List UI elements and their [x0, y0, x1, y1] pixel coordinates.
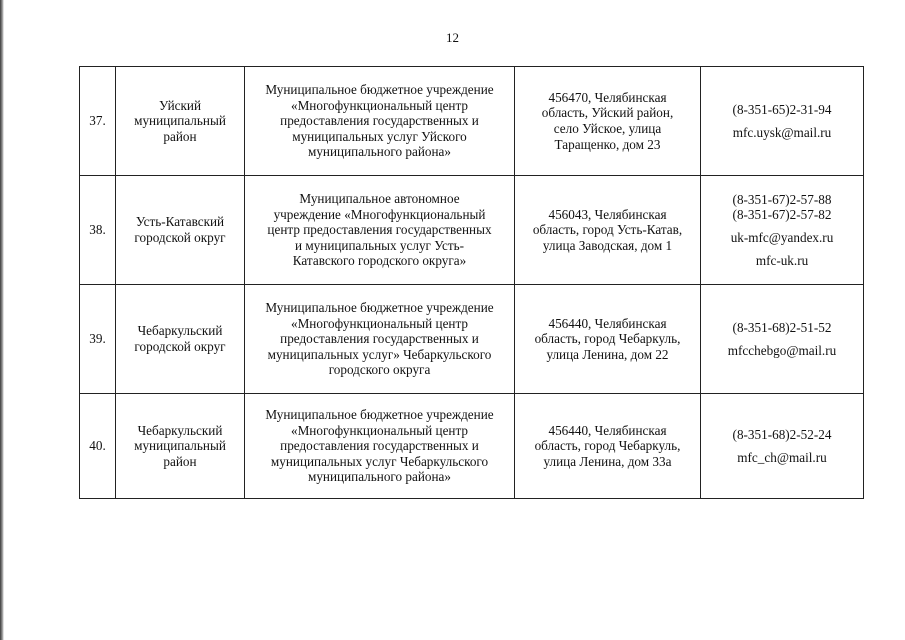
- contacts-cell: [701, 176, 864, 285]
- municipality-line: Чебаркульский: [137, 422, 223, 438]
- address-cell: [515, 285, 701, 394]
- institution-line: муниципального района»: [307, 144, 451, 160]
- page-number: 12: [446, 30, 459, 45]
- table-row: [80, 394, 864, 499]
- address-line: Таращенко, дом 23: [554, 136, 661, 152]
- institution-cell: [245, 176, 515, 285]
- row-number: 40.: [80, 394, 116, 499]
- municipality-line: район: [163, 128, 197, 144]
- address-line: улица Ленина, дом 33а: [543, 453, 672, 469]
- phone-number: (8-351-68)2-51-52: [732, 319, 832, 335]
- institution-line: «Многофункциональный центр: [290, 315, 468, 331]
- municipality-cell: [116, 394, 245, 499]
- institution-line: предоставления государственных и: [280, 331, 479, 347]
- address-line: область, город Чебаркуль,: [534, 331, 681, 347]
- phone-number: (8-351-65)2-31-94: [732, 101, 832, 117]
- municipality-line: городской округ: [134, 339, 226, 354]
- institution-line: Муниципальное бюджетное учреждение: [265, 300, 494, 316]
- municipality-line: район: [163, 453, 197, 469]
- institution-line: «Многофункциональный центр: [290, 97, 468, 113]
- institution-line: предоставления государственных и: [280, 113, 479, 129]
- email-link[interactable]: uk-mfc@yandex.ru: [730, 230, 834, 245]
- table-row: [80, 285, 864, 394]
- table-row: [80, 176, 864, 285]
- municipality-cell: [116, 176, 245, 285]
- institution-line: Муниципальное бюджетное учреждение: [265, 82, 494, 98]
- address-cell: [515, 394, 701, 499]
- municipality-line: Уйский: [158, 97, 202, 113]
- municipality-line: муниципальный: [134, 438, 226, 454]
- phone-number: (8-351-68)2-52-24: [732, 426, 832, 442]
- email-link[interactable]: mfcchebgo@mail.ru: [727, 342, 837, 358]
- institution-cell: [245, 285, 515, 394]
- institution-line: предоставления государственных и: [280, 438, 479, 454]
- email-link[interactable]: mfc_ch@mail.ru: [737, 449, 827, 465]
- address-line: 456043, Челябинская: [548, 206, 667, 222]
- municipality-line: муниципальный: [134, 113, 226, 129]
- institution-line: Катавского городского округа»: [292, 253, 467, 269]
- municipality-line: городской округ: [134, 230, 226, 245]
- institution-line: муниципальных услуг Чебаркульского: [270, 453, 489, 469]
- municipality-line: Усть-Катавский: [135, 214, 225, 230]
- scan-left-edge: [0, 0, 4, 640]
- institution-line: «Многофункциональный центр: [290, 422, 468, 438]
- contacts-cell: [701, 67, 864, 176]
- institution-line: муниципального района»: [307, 469, 451, 485]
- address-cell: [515, 176, 701, 285]
- row-number: 38.: [80, 176, 116, 285]
- phone-number: (8-351-67)2-57-88: [732, 191, 832, 207]
- municipality-cell: [116, 67, 245, 176]
- table-body: [80, 67, 864, 499]
- mfc-table: [79, 66, 864, 499]
- address-line: 456470, Челябинская: [548, 89, 667, 105]
- address-line: область, город Усть-Катав,: [532, 222, 683, 238]
- website-link[interactable]: mfc-uk.ru: [755, 252, 809, 268]
- address-line: село Уйское, улица: [553, 121, 662, 136]
- row-number: 39.: [80, 285, 116, 394]
- institution-line: городского округа: [328, 362, 431, 378]
- institution-cell: [245, 67, 515, 176]
- contacts-cell: [701, 394, 864, 499]
- address-cell: [515, 67, 701, 176]
- address-line: 456440, Челябинская: [548, 315, 667, 331]
- address-line: улица Ленина, дом 22: [546, 346, 669, 362]
- address-line: область, Уйский район,: [541, 105, 674, 121]
- institution-line: Муниципальное бюджетное учреждение: [265, 407, 494, 423]
- institution-line: и муниципальных услуг Усть-: [294, 237, 465, 253]
- institution-line: центр предоставления государственных: [267, 222, 492, 238]
- row-number: 37.: [80, 67, 116, 176]
- municipality-line: Чебаркульский: [137, 323, 223, 339]
- contacts-cell: [701, 285, 864, 394]
- phone-number: (8-351-67)2-57-82: [732, 207, 832, 223]
- email-link[interactable]: mfc.uysk@mail.ru: [732, 124, 832, 140]
- address-line: улица Заводская, дом 1: [542, 237, 673, 253]
- municipality-cell: [116, 285, 245, 394]
- institution-line: муниципальных услуг» Чебаркульского: [267, 346, 492, 362]
- address-line: 456440, Челябинская: [548, 422, 667, 438]
- institution-line: муниципальных услуг Уйского: [292, 128, 467, 144]
- institution-cell: [245, 394, 515, 499]
- institution-line: учреждение «Многофункциональный: [273, 206, 486, 222]
- address-line: область, город Чебаркуль,: [534, 438, 681, 454]
- institution-line: Муниципальное автономное: [299, 191, 460, 207]
- table-row: [80, 67, 864, 176]
